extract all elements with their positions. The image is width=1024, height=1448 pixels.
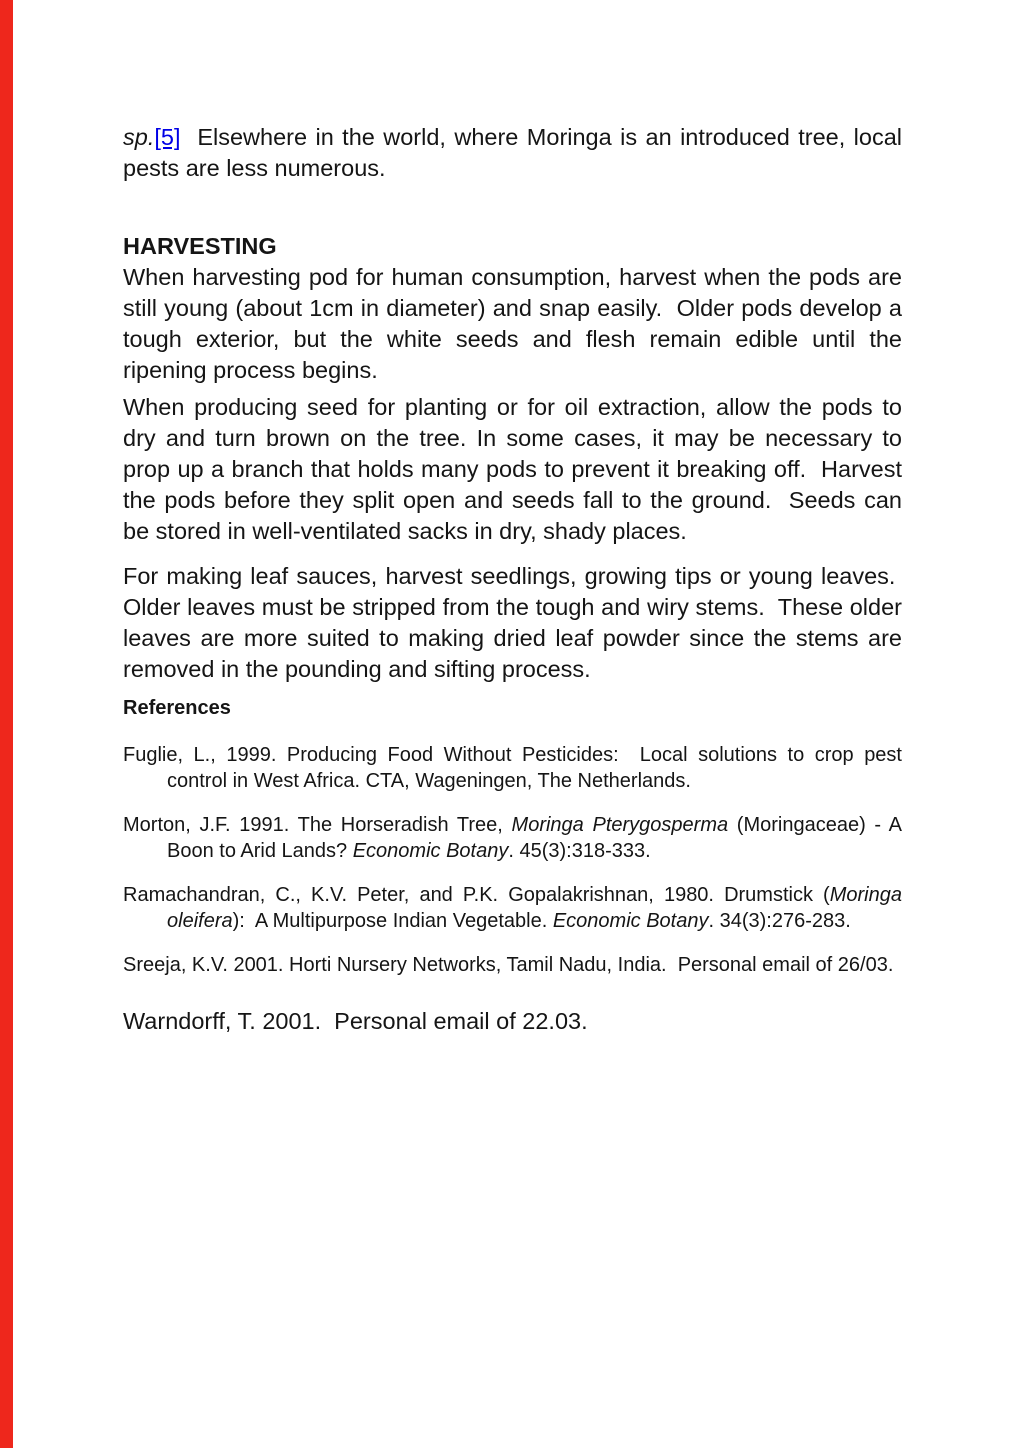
reference-text: Sreeja, K.V. 2001. Horti Nursery Networks, Tamil Nadu, India. Personal email of 26/03.	[123, 954, 894, 976]
page-content	[123, 0, 902, 1037]
reference-text: Morton, J.F. 1991. The Horseradish Tree,	[123, 814, 512, 836]
reference-italic-journal: Economic Botany	[352, 840, 509, 862]
intro-paragraph	[123, 122, 902, 184]
reference-text: Fuglie, L., 1999. Producing Food Without Pesticides: Local solutions to crop pest control in West Africa. CTA, Wageningen, The Netherlands.	[123, 744, 902, 792]
reference-italic-title: Moringa Pterygosperma	[511, 814, 729, 836]
reference-item-sreeja	[123, 952, 902, 978]
reference-italic-journal: Economic Botany	[552, 910, 709, 932]
reference-text: Ramachandran, C., K.V. Peter, and P.K. Gopalakrishnan, 1980. Drumstick (	[123, 884, 830, 906]
reference-text: . 34(3):276-283.	[708, 910, 851, 932]
references-heading: References	[123, 697, 231, 719]
harvesting-paragraph-3: For making leaf sauces, harvest seedlings, growing tips or young leaves. Older leaves must be stripped from the tough and wiry stems. These older leaves are more suited to making dried leaf powder since the stems are removed in the pounding and sifting process.	[123, 563, 902, 682]
harvesting-paragraph-1: When harvesting pod for human consumption, harvest when the pods are still young (about 1cm in diameter) and snap easily. Older pods develop a tough exterior, but the white seeds and flesh remain edible until the ripening process begins.	[123, 264, 902, 383]
scan-edge-stripe	[0, 0, 13, 1448]
reference-italic-title: Moringa oleifera	[167, 884, 902, 932]
reference-text: (Moringaceae) - A Boon to Arid Lands?	[167, 814, 902, 862]
reference-item-morton	[123, 812, 902, 864]
reference-item-ramachandran	[123, 882, 902, 934]
closing-reference: Warndorff, T. 2001. Personal email of 22.03.	[123, 1008, 588, 1034]
reference-text: . 45(3):318-333.	[508, 840, 651, 862]
species-abbreviation: sp.	[123, 124, 155, 150]
intro-text: Elsewhere in the world, where Moringa is an introduced tree, local pests are less numerous.	[123, 124, 902, 181]
footnote-link-5[interactable]: [5]	[154, 124, 181, 150]
reference-text: ): A Multipurpose Indian Vegetable.	[232, 910, 553, 932]
harvesting-paragraph-2: When producing seed for planting or for oil extraction, allow the pods to dry and turn brown on the tree. In some cases, it may be necessary to prop up a branch that holds many pods to prevent it breaking off. Harvest the pods before they split open and seeds fall to the ground. Seeds can be stored in well-ventilated sacks in dry, shady places.	[123, 394, 902, 544]
harvesting-heading: HARVESTING	[123, 233, 277, 259]
reference-item-fuglie	[123, 742, 902, 794]
